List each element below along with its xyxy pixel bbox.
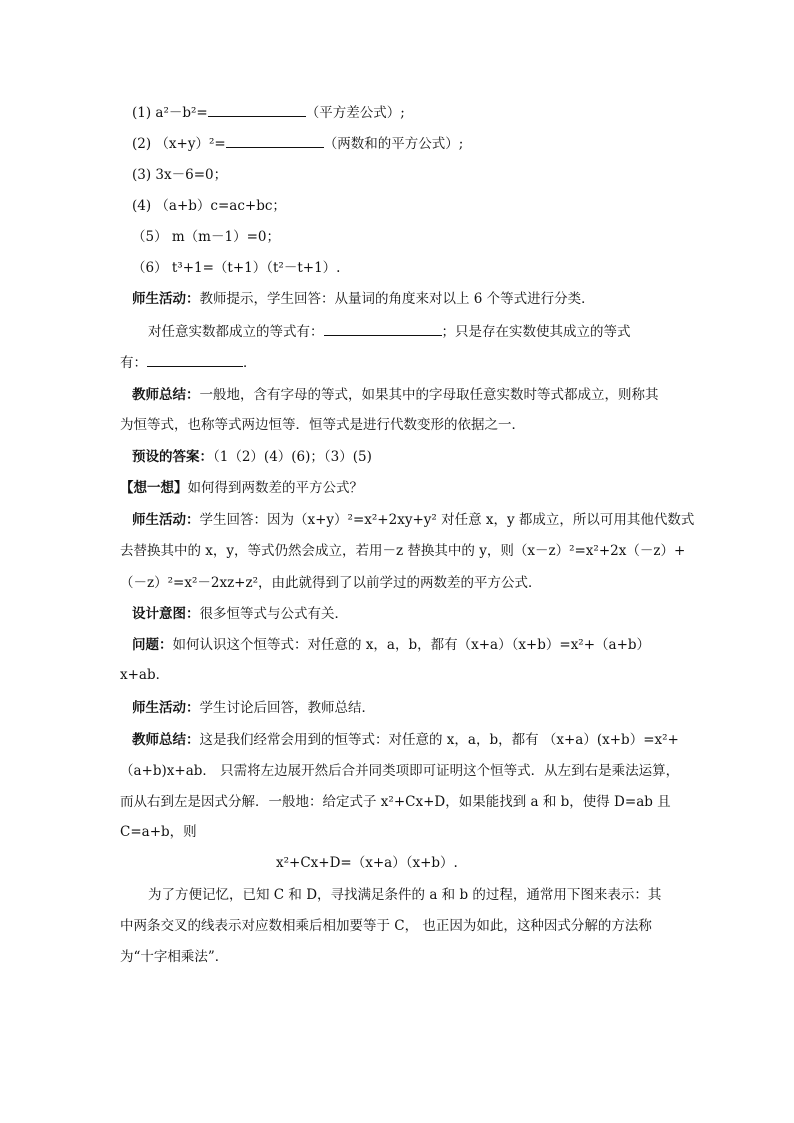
summary-text: 这是我们经常会用到的恒等式：对任意的 x，a，b，都有 （x+a）(x+b）=x²+: [199, 732, 679, 748]
answer-blank: [208, 104, 306, 117]
summary-label: 教师总结：: [132, 732, 200, 748]
preset-answer: [132, 447, 692, 467]
activity-3: [132, 698, 692, 718]
design-intent: [132, 604, 692, 624]
item-5: （5） m（m－1）=0；: [132, 229, 280, 245]
summary-text: 一般地，含有字母的等式，如果其中的字母取任意实数时等式都成立，则称其: [199, 387, 659, 403]
question-line-1: [132, 635, 692, 655]
item-1-number: (1): [132, 105, 156, 121]
item-4: (4) （a+b）c=ac+bc；: [132, 198, 286, 214]
para-text: ．: [243, 355, 257, 371]
item-1: [132, 103, 692, 123]
item-2: [132, 134, 692, 154]
item-1-note: （平方差公式）;: [305, 105, 405, 121]
factor-formula: x²+Cx+D=（x+a）（x+b）.: [276, 855, 458, 871]
activity-label: 师生活动：: [132, 512, 200, 528]
activity-2-line-2: 去替换其中的 x，y，等式仍然会成立，若用－z 替换其中的 y，则（x－z）²=x²+2x（－z）+: [120, 543, 686, 559]
final-line-1: 为了方便记忆，已知 C 和 D，寻找满足条件的 a 和 b 的过程，通常用下图来表示：其: [148, 887, 662, 903]
think-text: 如何得到两数差的平方公式？: [187, 480, 363, 496]
answer-blank: [147, 354, 243, 367]
final-line-3: 为“十字相乘法”．: [120, 949, 229, 965]
summary-2-line-1: [132, 730, 692, 750]
para-text: 有：: [120, 355, 147, 371]
activity-text: 学生讨论后回答，教师总结．: [199, 700, 375, 716]
question-text: 如何认识这个恒等式：对任意的 x，a，b，都有（x+a）（x+b）=x²+（a+b）: [172, 637, 651, 653]
activity-label: 师生活动：: [132, 700, 200, 716]
item-3: (3) 3x－6=0；: [132, 167, 228, 183]
activity-2-line-1: [132, 510, 695, 530]
paragraph-1-line-2: [120, 353, 680, 373]
summary-1-line-2: 为恒等式，也称等式两边恒等．恒等式是进行代数变形的依据之一．: [120, 417, 525, 433]
activity-2-line-3: （－z）²=x²－2xz+z²，由此就得到了以前学过的两数差的平方公式．: [120, 575, 542, 591]
item-2-number: (2): [132, 136, 156, 152]
design-text: 很多恒等式与公式有关．: [199, 606, 348, 622]
summary-label: 教师总结：: [132, 387, 200, 403]
item-2-note: （两数和的平方公式）;: [323, 136, 464, 152]
question-label: 问题：: [132, 637, 173, 653]
final-line-2: 中两条交叉的线表示对应数相乘后相加要等于 C， 也正因为如此，这种因式分解的方法称: [120, 918, 652, 934]
answer-blank: [226, 135, 324, 148]
para-text: ；只是存在实数使其成立的等式: [441, 324, 631, 340]
item-1-expression: a²－b²=: [155, 105, 208, 121]
design-label: 设计意图：: [132, 606, 200, 622]
para-text: 对任意实数都成立的等式有：: [148, 324, 324, 340]
summary-2-line-2: （a+b)x+ab． 只需将左边展开然后合并同类项即可证明这个恒等式．从左到右是乘法运算，: [120, 763, 680, 779]
item-2-expression: （x+y）²=: [155, 136, 226, 152]
answer-blank: [324, 323, 442, 336]
activity-1: [132, 289, 692, 309]
activity-text: 教师提示，学生回答：从量词的角度来对以上 6 个等式进行分类．: [199, 291, 595, 307]
paragraph-1-line-1: [148, 322, 708, 342]
activity-label: 师生活动：: [132, 291, 200, 307]
activity-text: 学生回答：因为（x+y）²=x²+2xy+y² 对任意 x，y 都成立，所以可用其他代数式: [199, 512, 695, 528]
summary-2-line-4: C=a+b，则: [120, 824, 197, 840]
think-label: 【想一想】: [120, 480, 188, 496]
preset-label: 预设的答案：: [132, 449, 213, 465]
summary-2-line-3: 而从右到左是因式分解．一般地：给定式子 x²+Cx+D，如果能找到 a 和 b，使得 D=ab 且: [120, 794, 671, 810]
question-line-2: x+ab．: [120, 667, 170, 683]
think-section: [120, 478, 680, 498]
item-6: （6） t³+1=（t+1）（t²－t+1）.: [132, 260, 341, 276]
summary-1-line-1: [132, 385, 692, 405]
preset-text: （1（2）(4）(6)；（3）(5): [213, 449, 372, 465]
